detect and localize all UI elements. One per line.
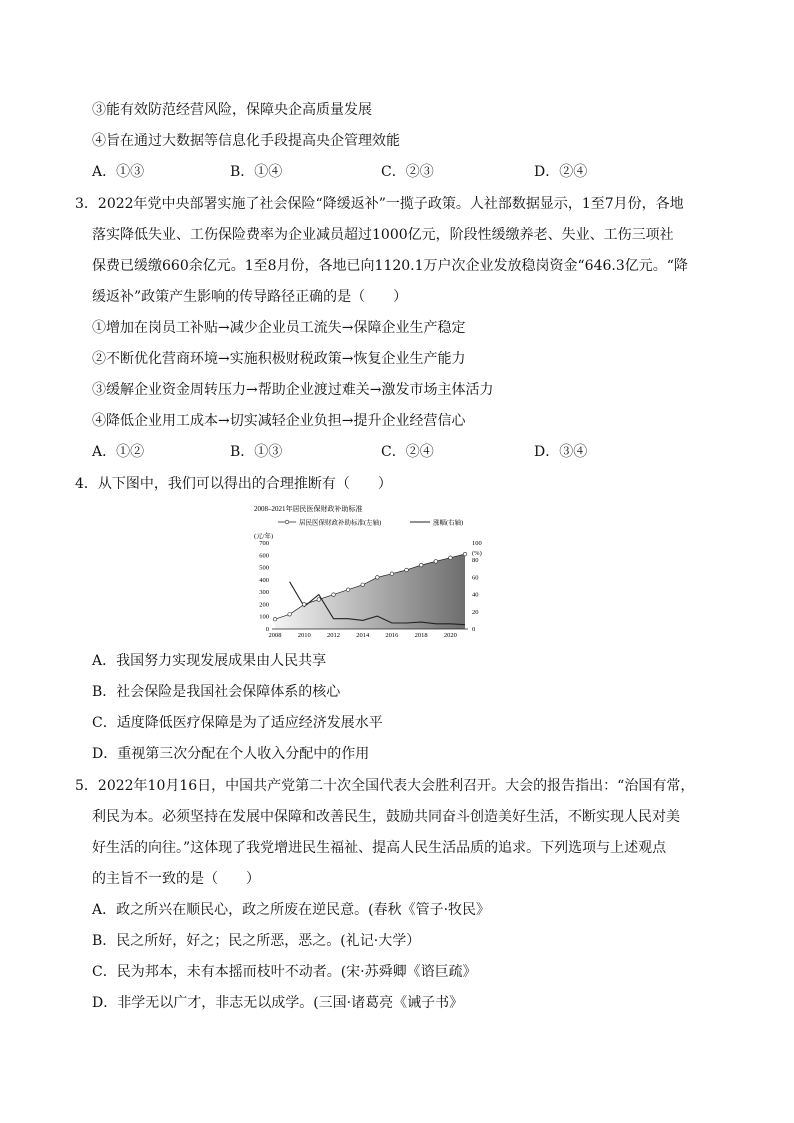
q3-stem-line: 保费已缓缴660余亿元。1至8月份，各地已向1120.1万户次企业发放稳岗资金“646.3亿元。“降 [92,258,688,274]
chart-legend [278,518,463,527]
q4-option-a[interactable]: A．我国努力实现发展成果由人民共享 [92,653,327,669]
subsidy-point [376,576,380,580]
q4-stem: 4．从下图中，我们可以得出的合理推断有（ ） [75,476,392,492]
subsidy-point [332,593,336,597]
q2-option-c[interactable]: C．②③ [381,164,434,180]
q2-option-b[interactable]: B．①④ [230,164,283,180]
legend-subsidy-marker [285,520,289,524]
q4-option-c[interactable]: C．适度降低医疗保障是为了适应经济发展水平 [92,715,383,731]
subsidy-point [288,613,292,617]
left-tick-label: 600 [259,552,269,560]
q2-options [92,163,612,181]
right-tick-label: 100 [472,540,482,547]
q2-statement-4: ④旨在通过大数据等信息化手段提高央企管理效能 [92,133,400,149]
q3-statement-2: ②不断优化营商环境→实施积极财税政策→恢复企业生产能力 [92,351,466,367]
x-tick-label: 2016 [385,632,399,639]
x-tick-label: 2008 [268,632,282,639]
subsidy-point [419,563,423,567]
q3-statement-4: ④降低企业用工成本→切实减轻企业负担→提升企业经营信心 [92,413,466,429]
subsidy-point [361,583,365,587]
q3-stem-line: 3．2022年党中央部署实施了社会保险“降缓返补”一揽子政策。人社部数据显示，1至7月份，各地 [75,196,684,212]
q2-option-d[interactable]: D．②④ [534,164,588,180]
q3-options [92,443,612,461]
left-tick-label: 0 [265,626,269,633]
subsidy-point [405,568,409,572]
q5-stem-line: 利民为本。必须坚持在发展中保障和改善民生，鼓励共同奋斗创造美好生活，不断实现人民对美 [92,809,680,825]
subsidy-point [449,556,453,560]
q5-option-b[interactable]: B．民之所好，好之；民之所恶，恶之。(礼记·大学） [92,933,421,949]
q4-option-d[interactable]: D．重视第三次分配在个人收入分配中的作用 [92,746,370,762]
x-tick-label: 2014 [356,632,370,639]
subsidy-point [390,572,394,576]
q3-statement-1: ①增加在岗员工补贴→减少企业员工流失→保障企业生产稳定 [92,320,466,336]
x-tick-label: 2010 [297,632,311,639]
legend-growth-label: 涨幅(右轴) [433,519,464,527]
right-tick-label: 40 [472,591,479,599]
right-tick-label: 60 [472,574,479,582]
subsidy-point [346,588,350,592]
left-axis-unit: (元/年) [254,533,274,540]
x-tick-label: 2018 [414,632,428,639]
q5-option-c[interactable]: C．民为邦本，未有本摇而枝叶不动者。(宋·苏舜卿《谘巨疏》 [92,964,477,980]
q5-stem-line: 好生活的向往。”这体现了我党增进民生福祉、提高人民生活品质的追求。下列选项与上述观点 [92,840,667,856]
left-tick-label: 400 [259,576,269,584]
q3-option-c[interactable]: C．②④ [381,444,434,460]
subsidy-point [463,552,467,556]
q5-stem-line: 5．2022年10月16日，中国共产党第二十次全国代表大会胜利召开。大会的报告指出：“治国有常， [75,778,695,794]
subsidy-chart [250,500,500,640]
right-tick-label: 20 [472,608,479,616]
q5-stem-line: 的主旨不一致的是（ ） [92,871,260,887]
subsidy-point [317,598,321,602]
subsidy-point [273,617,277,621]
q3-option-a[interactable]: A．①② [92,444,145,460]
q4-option-b[interactable]: B．社会保险是我国社会保障体系的核心 [92,684,341,700]
q3-stem-line: 落实降低失业、工伤保险费率为企业减员超过1000亿元，阶段性缓缴养老、失业、工伤三项社 [92,227,674,243]
left-tick-label: 700 [259,540,269,547]
left-tick-label: 100 [259,613,269,621]
right-tick-label: 0 [472,626,476,633]
right-tick-label: (%) [472,549,482,557]
q2-statement-3: ③能有效防范经营风险，保障央企高质量发展 [92,102,372,118]
q3-statement-3: ③缓解企业资金周转压力→帮助企业渡过难关→激发市场主体活力 [92,382,494,398]
subsidy-point [434,560,438,564]
q3-stem-line: 缓返补”政策产生影响的传导路径正确的是（ ） [92,289,408,305]
left-tick-label: 300 [259,589,269,597]
q5-option-d[interactable]: D．非学无以广才，非志无以成学。(三国·诸葛亮《诫子书》 [92,995,464,1011]
legend-subsidy-label: 居民医保财政补助标准(左轴) [299,519,382,527]
x-tick-label: 2012 [326,632,340,639]
left-tick-label: 500 [259,564,269,572]
left-tick-label: 200 [259,601,269,609]
q3-option-b[interactable]: B．①③ [230,444,283,460]
right-tick-label: 80 [472,557,479,565]
q5-option-a[interactable]: A．政之所兴在顺民心，政之所废在逆民意。(春秋《管子·牧民》 [92,902,491,918]
x-tick-label: 2020 [443,632,457,639]
q2-option-a[interactable]: A．①③ [92,164,145,180]
q3-option-d[interactable]: D．③④ [534,444,588,460]
chart-title: 2008–2021年居民医保财政补助标准 [254,505,363,513]
subsidy-point [302,603,306,607]
